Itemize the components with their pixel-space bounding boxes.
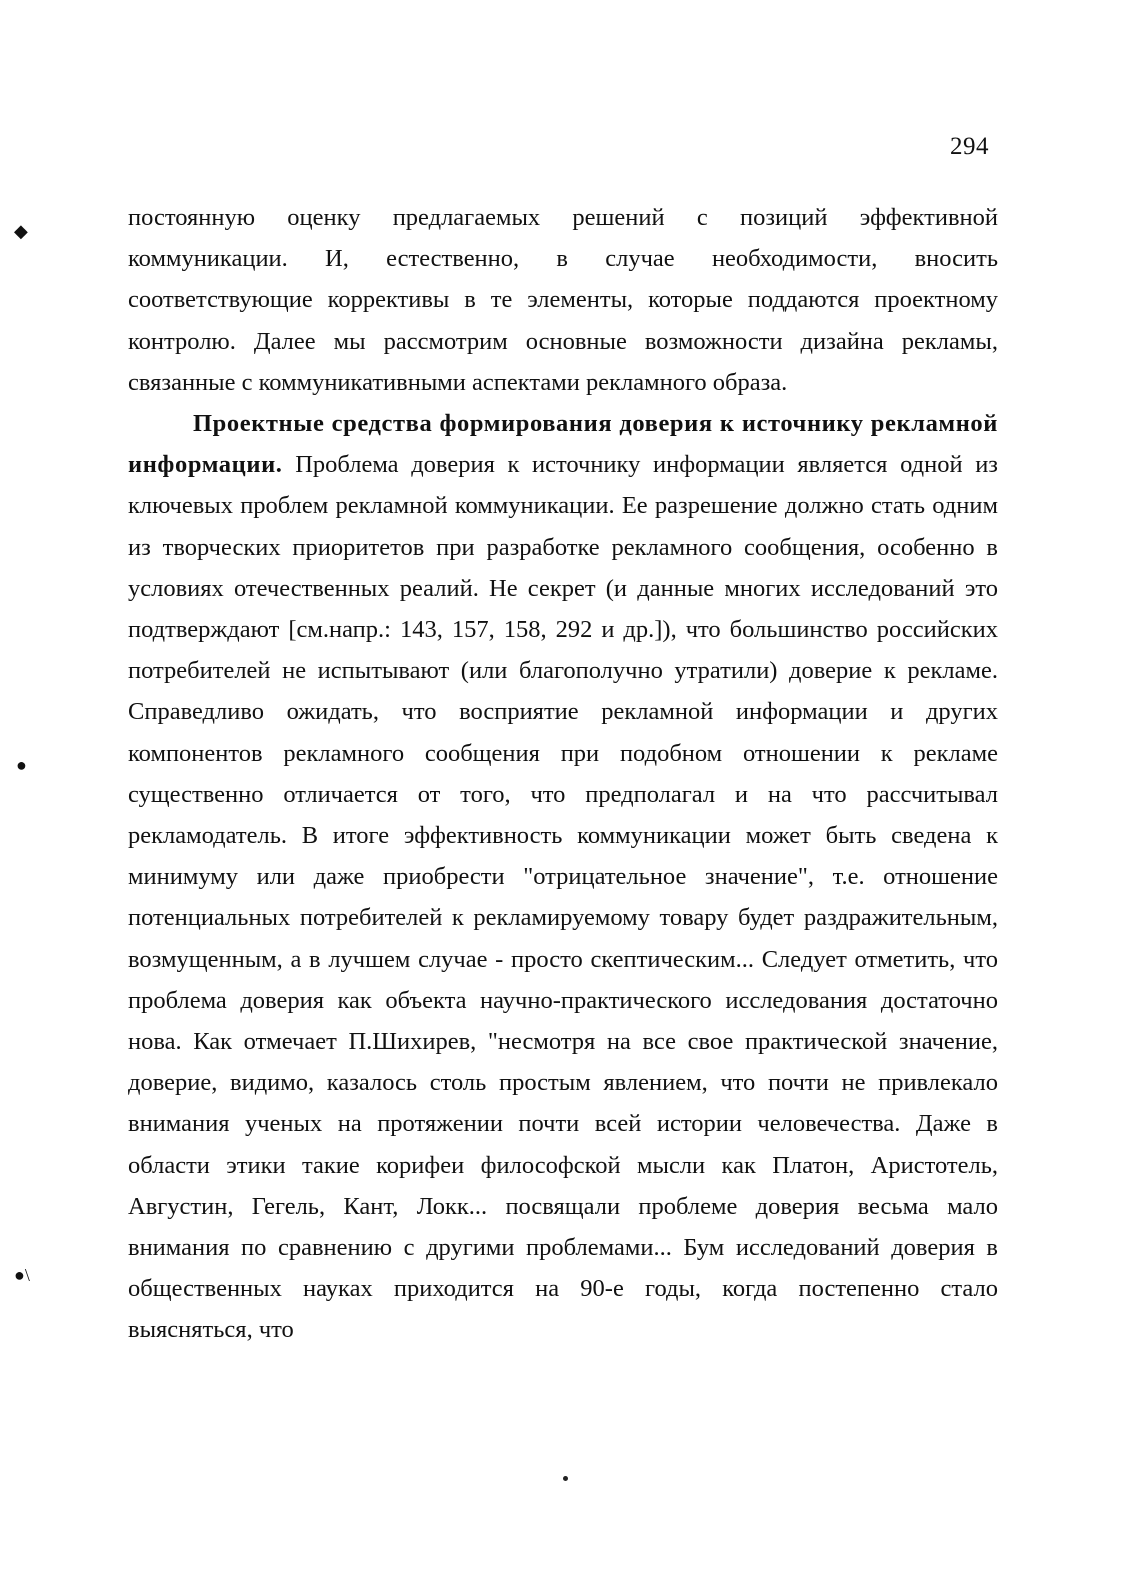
margin-mark-3: ●\ — [14, 1265, 30, 1285]
paragraph-2-text: Проблема доверия к источнику информации является одной из ключевых проблем рекламной коммуникации. Ее разрешение должно стать одним из творческих приоритетов при разработке рекламного сообщения, особенно в условиях отечественных реалий. Не секрет (и данные многих исследований это подтверждают [см.напр.: 143, 157, 158, 292 и др.]), что большинство российских потребителей не испытывают (или благополучно утратили) доверие к рекламе. Справедливо ожидать, что восприятие рекламной информации и других компонентов рекламного сообщения при подобном отношении к рекламе существенно отличается от того, что предполагал и на что рассчитывал рекламодатель. В итоге эффективность коммуникации может быть сведена к минимуму или даже приобрести "отрицательное значение", т.е. отношение потенциальных потребителей к рекламируемому товару будет раздражительным, возмущенным, а в лучшем случае - просто скептическим... Следует отметить, что проблема доверия как объекта научно-практического исследования достаточно нова. Как отмечает П.Шихирев, "несмотря на все свое практической значение, доверие, видимо, казалось столь простым явлением, что почти не привлекало внимания ученых на протяжении почти всей истории человечества. Даже в области этики такие корифеи философской мысли как Платон, Аристотель, Августин, Гегель, Кант, Локк... посвящали проблеме доверия весьма мало внимания по сравнению с другими проблемами... Бум исследований доверия в общественных науках приходится на 90-е годы, когда постепенно стало выясняться, что — [128, 451, 998, 1344]
bottom-dot — [563, 1476, 568, 1481]
paragraph-2 — [128, 403, 998, 1351]
section-heading: Проектные средства формирования доверия к источнику рекламной информации. — [128, 410, 998, 479]
paragraph-1: постоянную оценку предлагаемых решений с позиций эффективной коммуникации. И, естественно, в случае необходимости, вносить соответствующие коррективы в те элементы, которые поддаются проектному контролю. Далее мы рассмотрим основные возможности дизайна рекламы, связанные с коммуникативными аспектами рекламного образа. — [128, 204, 998, 396]
margin-mark-1: ◆ — [14, 221, 28, 241]
page-number: 294 — [950, 133, 989, 160]
body-text — [128, 197, 998, 1351]
margin-mark-2: ● — [16, 755, 27, 775]
